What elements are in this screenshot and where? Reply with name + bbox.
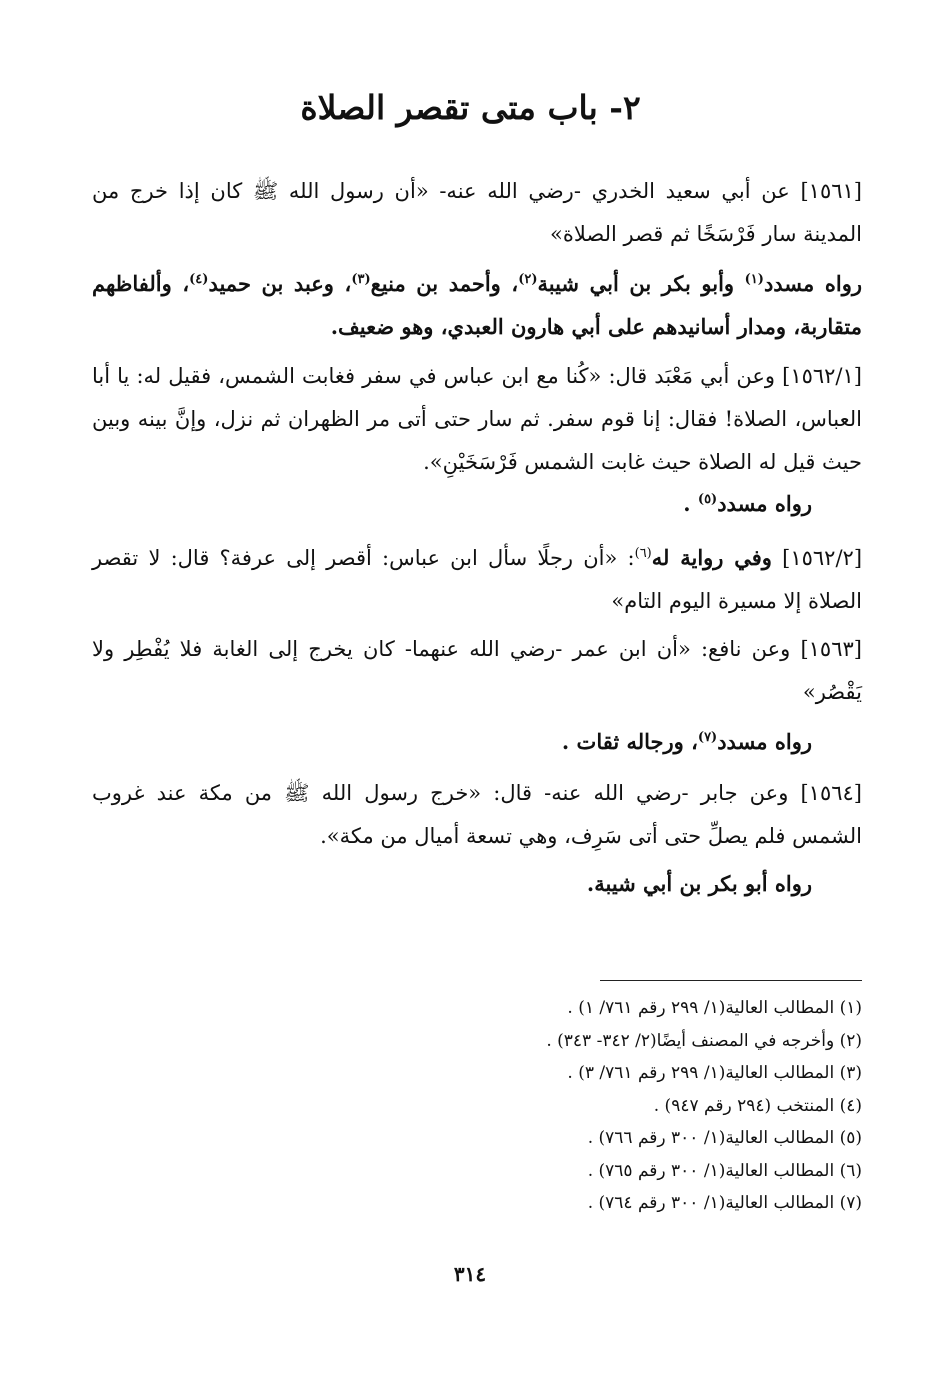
narration-text: رواه مسدد	[763, 271, 862, 296]
hadith-number: [١٥٦٢/١]	[782, 364, 862, 388]
footnote-ref: (٢)	[518, 272, 538, 287]
footnotes	[380, 992, 862, 1220]
narration-text: ، ورجاله ثقات .	[561, 729, 698, 754]
hadith-text: وعن أبي مَعْبَد قال: «كُنا مع ابن عباس في سفر فغابت الشمس، فقيل له: يا أبا العباس، الصلاة! فقال: إنا قوم سفر. ثم سار حتى أتى مر الظهران ثم نزل، وإنَّ بينه وبين حيث قيل له الصلاة حيث غابت الشمس فَرْسَخَيْنِ».	[92, 364, 862, 474]
footnote-item: (٣) المطالب العالية(١/ ٢٩٩ رقم ٧٦١/ ٣) .	[567, 1063, 862, 1083]
hadith-number: [١٥٦٢/٢]	[782, 546, 863, 570]
narration-text: ، وأحمد بن منيع	[370, 271, 519, 296]
footnote-ref: (٦)	[634, 546, 652, 561]
hadith-number: [١٥٦٣]	[800, 637, 862, 661]
footnote-item: (٥) المطالب العالية(١/ ٣٠٠ رقم ٧٦٦) .	[587, 1128, 862, 1148]
hadith-lead: وفي رواية له	[651, 545, 772, 570]
footnote-ref: (٣)	[351, 272, 371, 287]
hadith-number: [١٥٦١]	[800, 179, 862, 203]
narration-text: ، وعبد بن حميد	[208, 271, 352, 296]
hadith-1563	[92, 628, 862, 714]
narration-text: وأبو بكر بن أبي شيبة	[537, 271, 745, 296]
footnote-divider	[600, 980, 862, 981]
hadith-1561	[92, 170, 862, 256]
chapter-title: ٢- باب متى تقصر الصلاة	[300, 88, 641, 127]
footnote-item: (٦) المطالب العالية(١/ ٣٠٠ رقم ٧٦٥) .	[587, 1160, 862, 1181]
narration-note	[92, 862, 862, 905]
hadith-text: : «أن رجلًا سأل ابن عباس: أقصر إلى عرفة؟ قال: لا تقصر الصلاة إلا مسيرة اليوم التام»	[92, 546, 862, 613]
narration-text: ، وألفاظهم متقاربة، ومدار أسانيدهم على أبي هارون العبدي، وهو ضعيف.	[92, 271, 862, 339]
narration-note	[92, 262, 862, 348]
hadith-text: وعن نافع: «أن ابن عمر -رضي الله عنهما- كان يخرج إلى الغابة فلا يُفْطِر ولا يَقْصُر»	[92, 637, 862, 704]
footnote-ref: (٧)	[697, 730, 718, 745]
narration-note	[92, 720, 862, 763]
footnote-ref: (٥)	[697, 492, 718, 507]
narration-text: رواه أبو بكر بن أبي شيبة.	[586, 871, 812, 896]
page-number: ٣١٤	[453, 1262, 487, 1286]
narration-text: .	[683, 491, 698, 516]
narration-text: رواه مسدد	[717, 491, 812, 516]
narration-text: رواه مسدد	[717, 729, 812, 754]
footnote-ref: (٤)	[189, 272, 209, 287]
footnote-ref: (١)	[744, 272, 764, 287]
hadith-text: وعن جابر -رضي الله عنه- قال: «خرج رسول الله ﷺ من مكة عند غروب الشمس فلم يصلِّ حتى أتى سَرِف، وهي تسعة أميال من مكة».	[92, 781, 862, 848]
hadith-number: [١٥٦٤]	[800, 781, 862, 805]
footnote-item: (٢) وأخرجه في المصنف أيضًا(٢/ ٣٤٢- ٣٤٣) .	[546, 1030, 862, 1051]
hadith-1562-1	[92, 355, 862, 484]
hadith-1562-2	[92, 536, 862, 623]
footnote-item: (١) المطالب العالية(١/ ٢٩٩ رقم ٧٦١/ ١) .	[567, 998, 862, 1018]
footnote-item: (٤) المنتخب (٢٩٤ رقم ٩٤٧) .	[653, 1095, 862, 1116]
narration-note	[92, 482, 862, 525]
footnote-item: (٧) المطالب العالية(١/ ٣٠٠ رقم ٧٦٤) .	[587, 1193, 862, 1213]
hadith-1564	[92, 772, 862, 858]
hadith-text: عن أبي سعيد الخدري -رضي الله عنه- «أن رسول الله ﷺ كان إذا خرج من المدينة سار فَرْسَخًا ثم قصر الصلاة»	[92, 179, 862, 246]
